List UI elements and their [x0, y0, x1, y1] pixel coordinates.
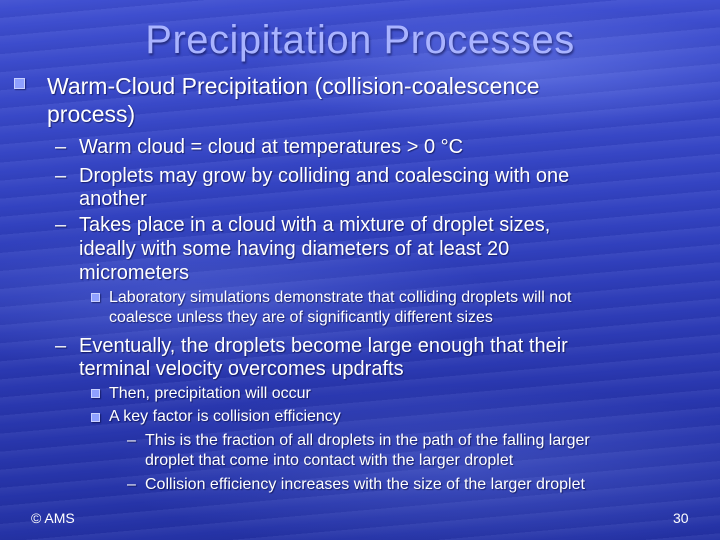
bullet-warm-cloud-precip-cont: process) — [47, 101, 136, 127]
item-droplets-grow-cont: another — [79, 188, 147, 210]
dash-marker: – — [55, 214, 67, 236]
dash-marker: – — [55, 335, 67, 357]
square-bullet-icon — [91, 413, 100, 422]
dash-marker: – — [127, 476, 136, 493]
square-bullet-icon — [91, 389, 100, 398]
slide-number: 30 — [673, 510, 689, 526]
item-fraction-definition: This is the fraction of all droplets in the path of the falling larger — [145, 432, 590, 449]
item-takes-place: Takes place in a cloud with a mixture of droplet sizes, — [79, 214, 551, 236]
square-bullet-icon — [14, 78, 25, 89]
item-eventually: Eventually, the droplets become large enough that their — [79, 335, 568, 357]
item-key-factor: A key factor is collision efficiency — [109, 408, 341, 425]
item-lab-simulations-cont: coalesce unless they are of significantly different sizes — [109, 309, 493, 326]
item-then-precipitation: Then, precipitation will occur — [109, 385, 311, 402]
square-bullet-icon — [91, 293, 100, 302]
dash-marker: – — [55, 165, 67, 187]
dash-marker: – — [55, 136, 67, 158]
item-eventually-cont: terminal velocity overcomes updrafts — [79, 358, 404, 380]
item-efficiency-increases: Collision efficiency increases with the size of the larger droplet — [145, 476, 585, 493]
footer-copyright: © AMS — [31, 510, 75, 526]
item-lab-simulations: Laboratory simulations demonstrate that colliding droplets will not — [109, 289, 572, 306]
dash-marker: – — [127, 432, 136, 449]
item-takes-place-cont: ideally with some having diameters of at least 20 — [79, 238, 510, 260]
bullet-warm-cloud-precip: Warm-Cloud Precipitation (collision-coalescence — [47, 73, 540, 99]
item-warm-cloud-definition: Warm cloud = cloud at temperatures > 0 °C — [79, 136, 464, 158]
slide-title: Precipitation Processes — [145, 18, 575, 62]
item-takes-place-cont2: micrometers — [79, 262, 190, 284]
item-droplets-grow: Droplets may grow by colliding and coalescing with one — [79, 165, 570, 187]
item-fraction-definition-cont: droplet that come into contact with the larger droplet — [145, 452, 514, 469]
